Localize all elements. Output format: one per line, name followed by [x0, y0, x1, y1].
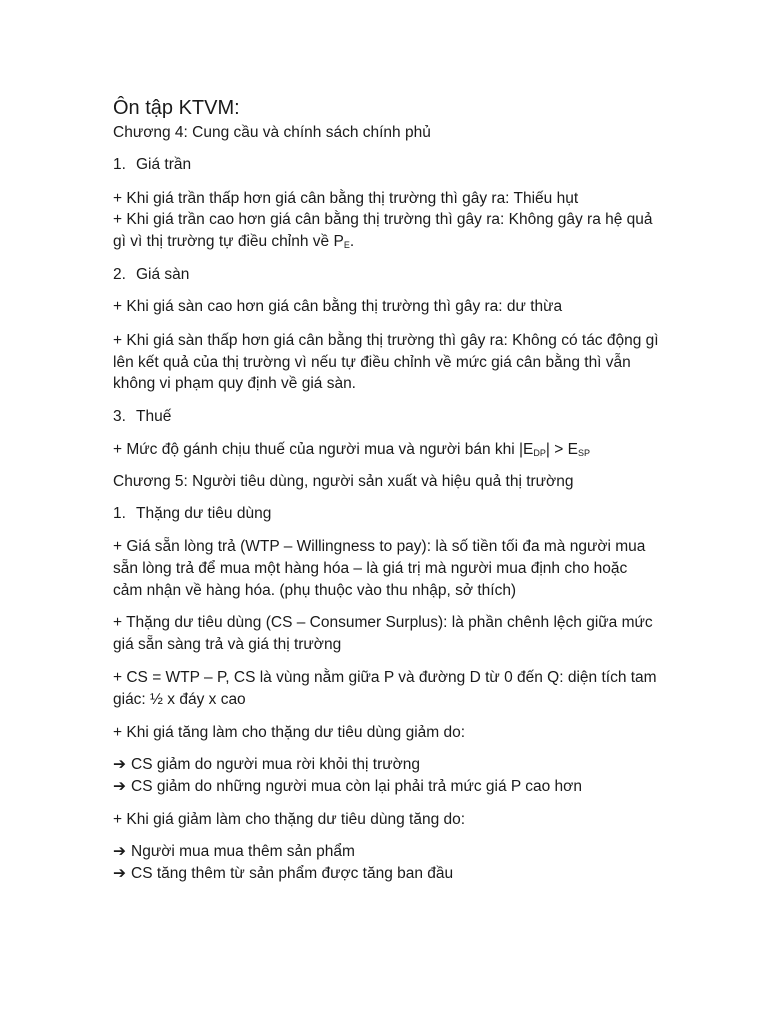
- list-item-label: Thặng dư tiêu dùng: [136, 505, 272, 522]
- paragraph: + CS = WTP – P, CS là vùng nằm giữa P và đường D từ 0 đến Q: diện tích tam: [113, 669, 657, 686]
- bullet-text: CS giảm do người mua rời khỏi thị trường: [131, 756, 421, 773]
- paragraph: sẵn lòng trả để mua một hàng hóa – là giá trị mà người mua định cho hoặc: [113, 560, 628, 577]
- bullet-item: [113, 864, 453, 884]
- chapter-5-heading: Chương 5: Người tiêu dùng, người sản xuất và hiệu quả thị trường: [113, 473, 574, 490]
- list-item-label: Thuế: [136, 408, 172, 425]
- bullet-text: Người mua mua thêm sản phẩm: [131, 843, 355, 860]
- paragraph: + Giá sẵn lòng trả (WTP – Willingness to pay): là số tiền tối đa mà người mua: [113, 538, 646, 555]
- subscript: SP: [577, 448, 590, 458]
- paragraph: giác: ½ x đáy x cao: [113, 691, 246, 708]
- paragraph: + Khi giá sàn thấp hơn giá cân bằng thị trường thì gây ra: Không có tác động gì: [113, 332, 659, 349]
- paragraph: lên kết quả của thị trường vì nếu tự điều chỉnh về mức giá cân bằng thì vẫn: [113, 354, 631, 371]
- bullet-item: [113, 777, 582, 797]
- subscript: DP: [533, 448, 546, 458]
- text-run: + Mức độ gánh chịu thuế của người mua và người bán khi |E: [113, 441, 534, 458]
- list-item-label: Giá trần: [136, 156, 192, 173]
- paragraph: + Khi giá tăng làm cho thặng dư tiêu dùng giảm do:: [113, 724, 466, 741]
- paragraph: không vi phạm quy định về giá sàn.: [113, 375, 356, 392]
- list-number: 2.: [113, 266, 126, 283]
- paragraph: + Khi giá giảm làm cho thặng dư tiêu dùng tăng do:: [113, 811, 466, 828]
- bullet-text: CS tăng thêm từ sản phẩm được tăng ban đầu: [131, 865, 454, 882]
- list-number: 1.: [113, 505, 126, 522]
- paragraph: [113, 232, 354, 252]
- bullet-item: [113, 842, 355, 862]
- list-item-label: Giá sàn: [136, 266, 190, 283]
- paragraph: cảm nhận về hàng hóa. (phụ thuộc vào thu nhập, sở thích): [113, 582, 517, 599]
- bullet-item: [113, 755, 420, 775]
- list-number: 1.: [113, 156, 126, 173]
- paragraph: giá sẵn sàng trả và giá thị trường: [113, 636, 342, 653]
- subscript: E: [343, 240, 350, 250]
- paragraph: [113, 440, 590, 460]
- arrow-right-icon: ➔: [113, 865, 126, 882]
- paragraph: + Khi giá trần thấp hơn giá cân bằng thị trường thì gây ra: Thiếu hụt: [113, 190, 579, 207]
- bullet-text: CS giảm do những người mua còn lại phải trả mức giá P cao hơn: [131, 778, 582, 795]
- arrow-right-icon: ➔: [113, 756, 126, 773]
- text-run: | > E: [545, 441, 578, 458]
- text-run: .: [349, 233, 355, 250]
- document-title: Ôn tập KTVM:: [113, 97, 240, 119]
- paragraph: + Khi giá sàn cao hơn giá cân bằng thị trường thì gây ra: dư thừa: [113, 298, 563, 315]
- arrow-right-icon: ➔: [113, 778, 126, 795]
- paragraph: + Khi giá trần cao hơn giá cân bằng thị trường thì gây ra: Không gây ra hệ quả: [113, 211, 653, 228]
- chapter-4-heading: Chương 4: Cung cầu và chính sách chính phủ: [113, 124, 431, 141]
- paragraph: + Thặng dư tiêu dùng (CS – Consumer Surplus): là phần chênh lệch giữa mức: [113, 614, 653, 631]
- list-number: 3.: [113, 408, 126, 425]
- text-run: gì vì thị trường tự điều chỉnh về P: [113, 233, 344, 250]
- arrow-right-icon: ➔: [113, 843, 126, 860]
